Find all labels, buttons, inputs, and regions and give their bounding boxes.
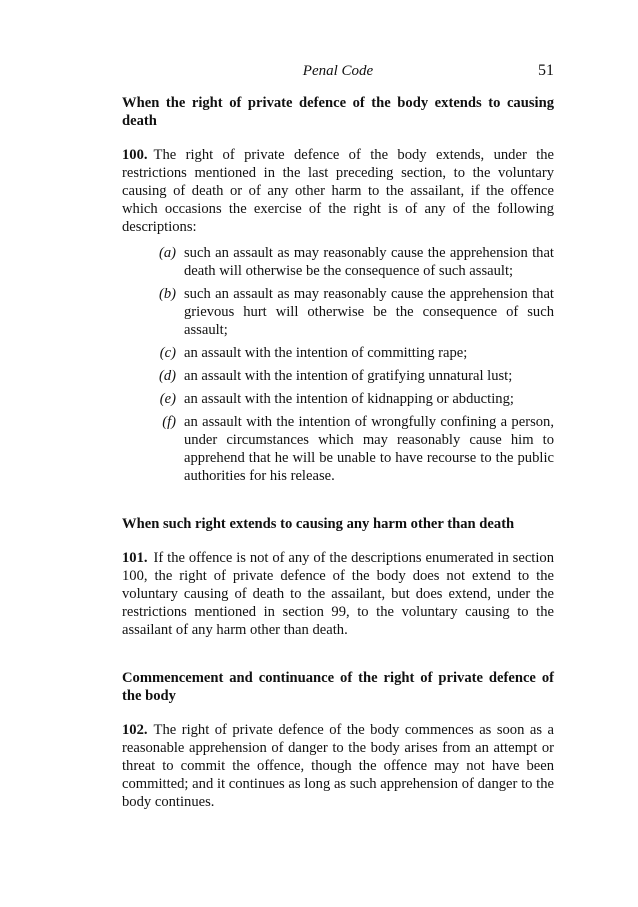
section-number: 101. xyxy=(122,550,148,566)
page-number: 51 xyxy=(538,62,554,79)
list-item xyxy=(122,413,554,485)
list-item-text: an assault with the intention of wrongfully confining a person, under circumstances which may reasonably cause him to apprehend that he will be unable to have recourse to the public authorities for his release. xyxy=(184,414,554,484)
list-item xyxy=(122,390,554,408)
list-item-text: an assault with the intention of gratifying unnatural lust; xyxy=(184,368,513,384)
section-heading: When such right extends to causing any harm other than death xyxy=(122,516,515,532)
running-header xyxy=(122,60,554,82)
list-item xyxy=(122,244,554,280)
section-text: The right of private defence of the body commences as soon as a reasonable apprehension of danger to the body arises from an attempt or threat to commit the offence, though the offence may not have been committed; and it continues as long as such apprehension of danger to the body continues. xyxy=(122,722,554,810)
section-paragraph xyxy=(122,721,554,811)
document-body xyxy=(122,94,554,811)
list-marker: (d) xyxy=(158,368,176,384)
section-paragraph xyxy=(122,549,554,639)
list-item-text: an assault with the intention of committing rape; xyxy=(184,345,468,361)
list-item-text: such an assault as may reasonably cause the apprehension that grievous hurt will otherwise be the consequence of such assault; xyxy=(184,286,554,338)
list-item-text: such an assault as may reasonably cause the apprehension that death will otherwise be the consequence of such assault; xyxy=(184,245,554,279)
section-text: The right of private defence of the body extends, under the restrictions mentioned in the last preceding section, to the voluntary causing of death or of any other harm to the assailant, if the offence which occasions the exercise of the right is of any of the following descriptions: xyxy=(122,147,554,235)
section-paragraph xyxy=(122,146,554,236)
section-heading: When the right of private defence of the body extends to causing death xyxy=(122,95,554,129)
list-item-text: an assault with the intention of kidnapping or abducting; xyxy=(184,391,514,407)
section-101 xyxy=(122,515,554,639)
list-marker: (a) xyxy=(158,245,176,261)
list-marker: (c) xyxy=(159,345,176,361)
list-marker: (b) xyxy=(158,286,176,302)
section-text: If the offence is not of any of the descriptions enumerated in section 100, the right of private defence of the body does not extend to the voluntary causing of death to the assailant, but does extend, under the restrictions mentioned in section 99, to the voluntary causing to the assailant of any harm other than death. xyxy=(122,550,554,638)
list-item xyxy=(122,344,554,362)
section-102 xyxy=(122,669,554,811)
section-100 xyxy=(122,94,554,485)
list-marker: (f) xyxy=(162,414,176,430)
list-item xyxy=(122,285,554,339)
description-list xyxy=(122,244,554,485)
list-marker: (e) xyxy=(159,391,176,407)
section-number: 100. xyxy=(122,147,148,163)
list-item xyxy=(122,367,554,385)
section-heading: Commencement and continuance of the right of private defence of the body xyxy=(122,670,554,704)
section-number: 102. xyxy=(122,722,148,738)
running-title: Penal Code xyxy=(302,63,374,79)
